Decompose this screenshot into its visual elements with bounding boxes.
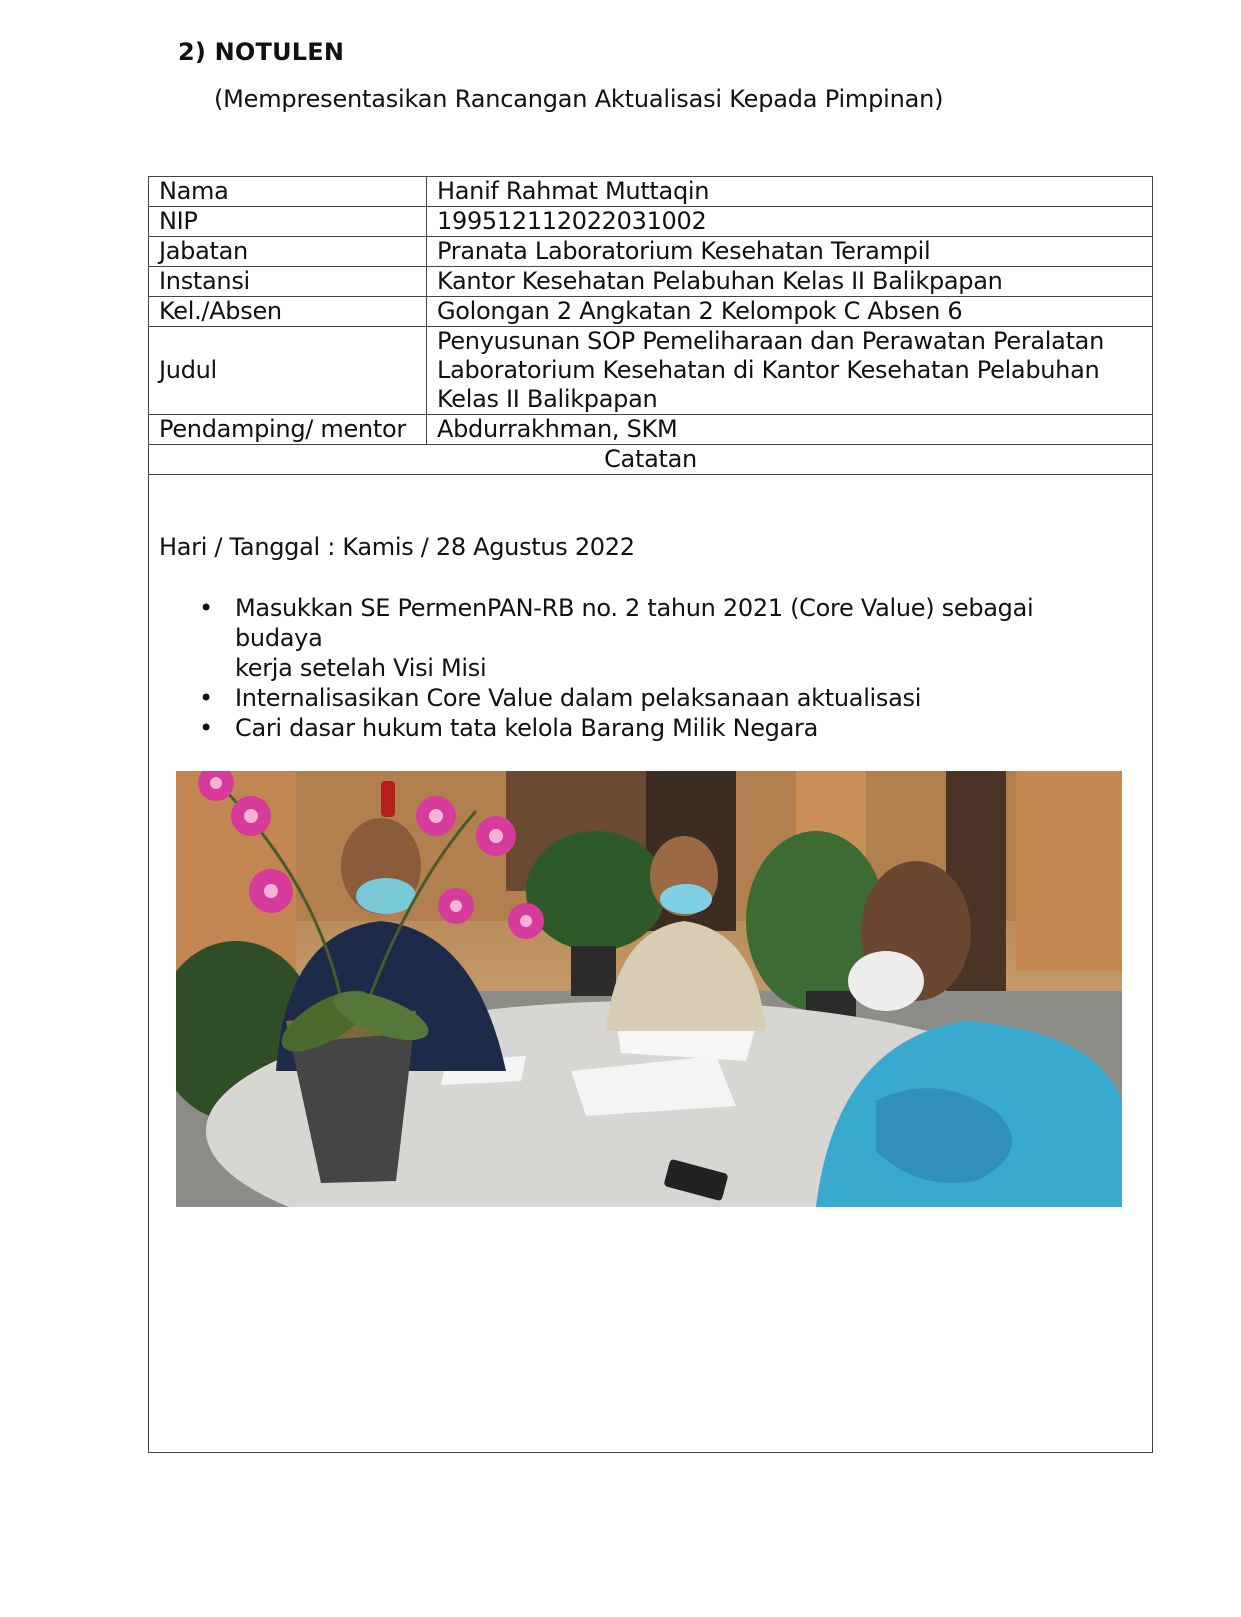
row-value: Golongan 2 Angkatan 2 Kelompok C Absen 6 (427, 297, 1153, 327)
row-value: Hanif Rahmat Muttaqin (427, 177, 1153, 207)
catatan-header: Catatan (149, 445, 1153, 475)
judul-line: Penyusunan SOP Pemeliharaan dan Perawatan Peralatan (437, 327, 1105, 355)
bullet-icon: • (199, 684, 213, 712)
table-row (149, 297, 1153, 327)
row-value: 199512112022031002 (427, 207, 1153, 237)
row-value-multiline (427, 327, 1153, 415)
row-label: Instansi (149, 267, 427, 297)
bullet-line: kerja setelah Visi Misi (235, 654, 487, 682)
section-subheading: (Mempresentasikan Rancangan Aktualisasi Kepada Pimpinan) (214, 85, 944, 113)
table-row (149, 327, 1153, 415)
info-table (148, 176, 1153, 1453)
notes-cell (149, 475, 1153, 1453)
row-label: Judul (149, 327, 427, 415)
row-label: Pendamping/ mentor (149, 415, 427, 445)
meeting-photo-illustration (176, 771, 1122, 1207)
meeting-photo (176, 771, 1122, 1207)
table-row (149, 415, 1153, 445)
bullet-icon: • (199, 714, 213, 742)
table-row (149, 475, 1153, 1453)
table-row (149, 207, 1153, 237)
row-value: Abdurrakhman, SKM (427, 415, 1153, 445)
bullet-icon: • (199, 594, 213, 622)
row-label: Jabatan (149, 237, 427, 267)
judul-line: Laboratorium Kesehatan di Kantor Kesehatan Pelabuhan (437, 356, 1100, 384)
notes-content (149, 475, 1152, 1452)
table-row (149, 177, 1153, 207)
notes-bullet-list (149, 593, 1115, 743)
row-value: Pranata Laboratorium Kesehatan Terampil (427, 237, 1153, 267)
bullet-line: Internalisasikan Core Value dalam pelaksanaan aktualisasi (235, 684, 922, 712)
section-heading: 2) NOTULEN (178, 38, 345, 66)
table-row (149, 445, 1153, 475)
list-item (199, 713, 1115, 743)
row-value: Kantor Kesehatan Pelabuhan Kelas II Balikpapan (427, 267, 1153, 297)
list-item (199, 593, 1115, 683)
table-row (149, 237, 1153, 267)
bullet-line: Masukkan SE PermenPAN-RB no. 2 tahun 2021 (Core Value) sebagai budaya (235, 594, 1034, 652)
date-line: Hari / Tanggal : Kamis / 28 Agustus 2022 (159, 533, 635, 561)
row-label: Kel./Absen (149, 297, 427, 327)
row-label: Nama (149, 177, 427, 207)
table-row (149, 267, 1153, 297)
judul-line: Kelas II Balikpapan (437, 385, 658, 413)
list-item (199, 683, 1115, 713)
bullet-line: Cari dasar hukum tata kelola Barang Milik Negara (235, 714, 818, 742)
row-label: NIP (149, 207, 427, 237)
